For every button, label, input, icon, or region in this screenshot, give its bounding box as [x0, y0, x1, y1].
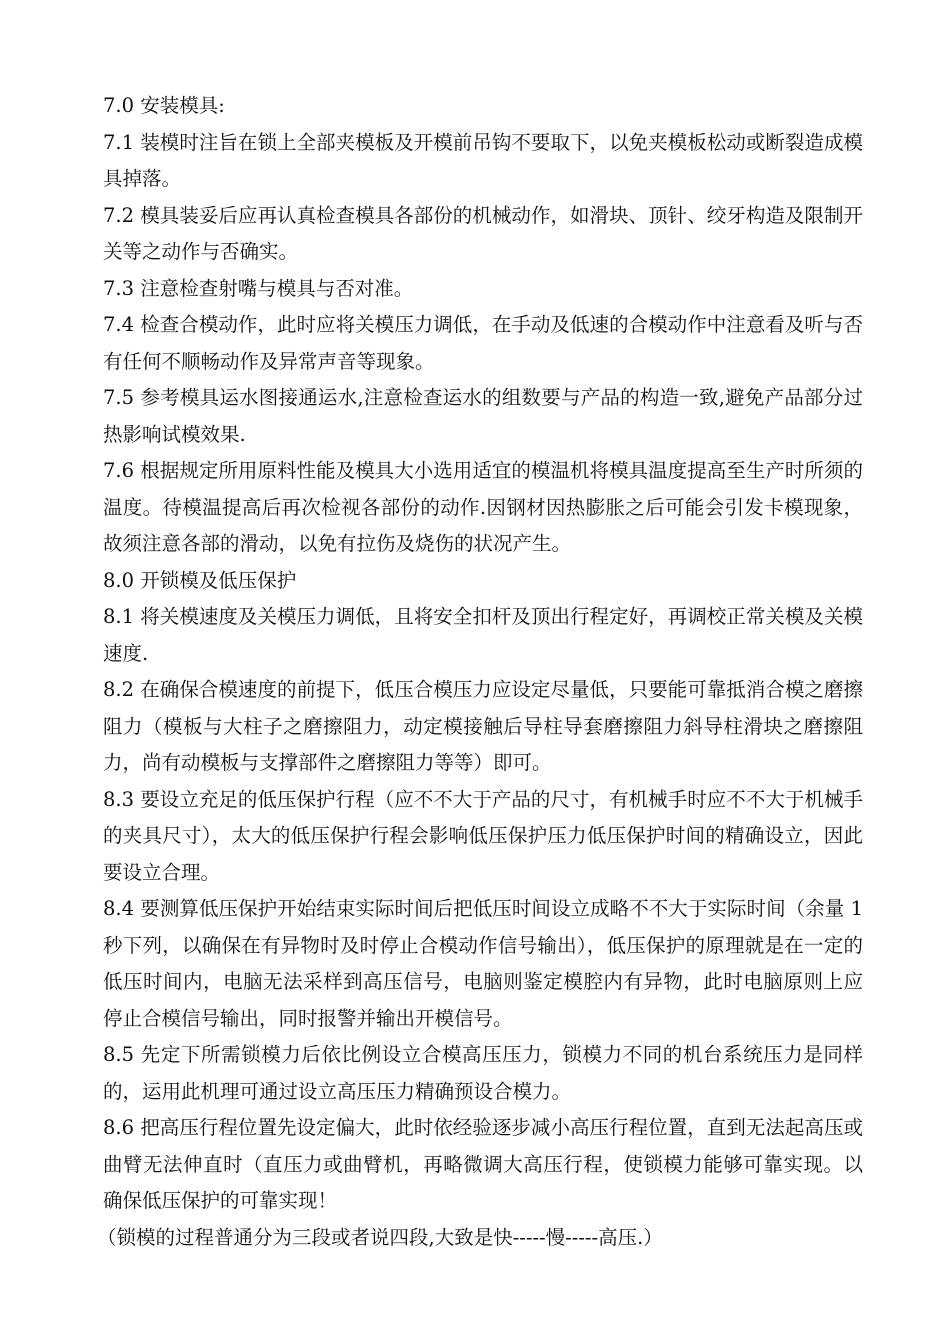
paragraph-7-1: 7.1 装模时注旨在锁上全部夹模板及开模前吊钩不要取下，以免夹模板松动或断裂造成模具掉落。 [103, 130, 863, 190]
closing-note: （锁模的过程普通分为三段或者说四段,大致是快-----慢-----高压.） [97, 1225, 663, 1249]
paragraph-8-1: 8.1 将关模速度及关模压力调低，且将安全扣杆及顶出行程定好，再调校正常关模及关模速度. [103, 605, 863, 665]
paragraph-8-5: 8.5 先定下所需锁模力后依比例设立合模高压压力，锁模力不同的机台系统压力是同样的，运用此机理可通过设立高压压力精确预设合模力。 [103, 1043, 863, 1103]
section-heading-7-0: 7.0 安装模具: [103, 94, 225, 117]
paragraph-8-4: 8.4 要测算低压保护开始结束实际时间后把低压时间设立成略不不大于实际时间（余量 1 秒下列，以确保在有异物时及时停止合模动作信号输出），低压保护的原理就是在一定的低压时间内，电脑无法采样到高压信号，电脑则鉴定模腔内有异物，此时电脑原则上应停止合模信号输出，同时报警并输出开模信号。 [103, 897, 870, 1030]
paragraph-7-3: 7.3 注意检查射嘴与模具与否对准。 [103, 276, 414, 300]
paragraph-8-3: 8.3 要设立充足的低压保护行程（应不不大于产品的尺寸，有机械手时应不不大于机械手的夹具尺寸），太大的低压保护行程会影响低压保护压力低压保护时间的精确设立，因此要设立合理。 [103, 787, 863, 884]
paragraph-7-6: 7.6 根据规定所用原料性能及模具大小选用适宜的模温机将模具温度提高至生产时所须的温度。待模温提高后再次检视各部份的动作.因钢材因热膨胀之后可能会引发卡模现象，故须注意各部的滑动，以免有拉伤及烧伤的状况产生。 [103, 459, 863, 555]
section-heading-8-0: 8.0 开锁模及低压保护 [103, 568, 297, 592]
paragraph-7-2: 7.2 模具装妥后应再认真检查模具各部份的机械动作，如滑块、顶针、绞牙构造及限制开关等之动作与否确实。 [103, 203, 863, 263]
paragraph-8-6: 8.6 把高压行程位置先设定偏大，此时依经验逐步减小高压行程位置，直到无法起高压或曲臂无法伸直时（直压力或曲臂机，再略微调大高压行程，使锁模力能够可靠实现。以确保低压保护的可靠实现！ [103, 1116, 863, 1212]
paragraph-8-2: 8.2 在确保合模速度的前提下，低压合模压力应设定尽量低，只要能可靠抵消合模之磨擦阻力（模板与大柱子之磨擦阻力，动定模接触后导柱导套磨擦阻力斜导柱滑块之磨擦阻力，尚有动模板与支撑部件之磨擦阻力等等）即可。 [103, 678, 863, 774]
paragraph-7-5: 7.5 参考模具运水图接通运水,注意检查运水的组数要与产品的构造一致,避免产品部分过热影响试模效果. [103, 386, 863, 446]
paragraph-7-4: 7.4 检查合模动作，此时应将关模压力调低，在手动及低速的合模动作中注意看及听与否有任何不顺畅动作及异常声音等现象。 [103, 313, 863, 373]
document-body [97, 88, 870, 1256]
